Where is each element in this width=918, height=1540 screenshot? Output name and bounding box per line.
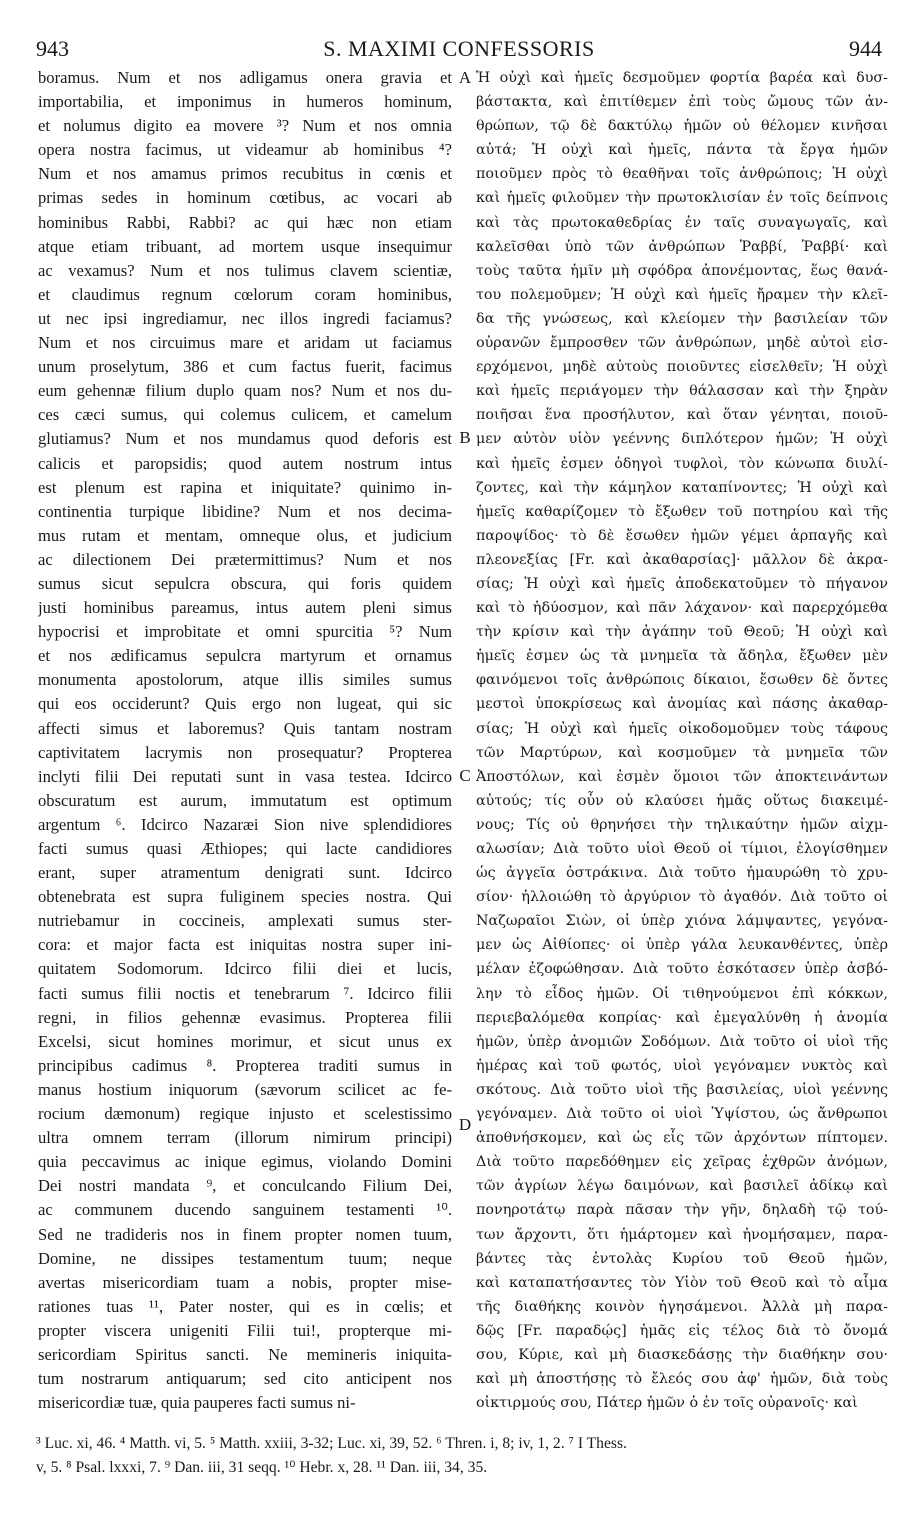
greek-text-line: ἡμῶν, ὑπὲρ ἀνομιῶν Σοδόμων. Διὰ τοῦτο οἱ υἱοὶ τῆς <box>476 1033 888 1050</box>
greek-text-line: καὶ ἡμεῖς ἐσμεν ὁδηγοὶ τυφλοὶ, τὸν κώνωπα διυλί- <box>476 455 888 472</box>
latin-text-line: Excelsi, sicut homines morimur, et sicut unus ex <box>38 1031 452 1051</box>
greek-text-line: παροψίδος· τὸ δὲ ἔσωθεν ἡμῶν γέμει ἁρπαγῆς καὶ <box>476 527 888 544</box>
greek-text-line: πλεονεξίας [Fr. καὶ ἀκαθαρσίας]· μᾶλλον δὲ ἀκρα- <box>476 551 888 568</box>
greek-text-line: γεγόναμεν. Διὰ τοῦτο οἱ υἱοὶ Ὑψίστου, ὡς ἄνθρωποι <box>476 1106 888 1123</box>
latin-text-line: calicis et paropsidis; quod autem nostrum intus <box>38 453 452 473</box>
margin-marker-d: D <box>458 1115 472 1134</box>
footnotes <box>36 1432 882 1480</box>
margin-marker-a: A <box>458 68 472 87</box>
greek-text-line: λην τὸ εἶδος ἡμῶν. Οἱ τιθηνούμενοι ἐπὶ κόκκων, <box>476 985 888 1002</box>
latin-text-line: quitatem Sodomorum. Idcirco filii diei et lucis, <box>38 959 452 979</box>
greek-text-line: μέλαν ἐζοφώθησαν. Διὰ τοῦτο ἐσκότασεν ὑπὲρ ἀσβό- <box>476 961 888 978</box>
greek-text-line: δῷς [Fr. παραδῴς] ἡμᾶς εἰς τέλος διὰ τὸ ὄνομά <box>476 1322 888 1339</box>
greek-text-line: μεστοὶ ὑποκρίσεως καὶ ἀνομίας καὶ πάσης ἀκαθαρ- <box>476 696 888 713</box>
latin-text-line: glutiamus? Num et nos mundamus quod deforis est <box>38 429 452 449</box>
greek-text-line: ἡμεῖς καθαρίζομεν τὸ ἔξωθεν τοῦ ποτηρίου καὶ τῆς <box>476 503 888 520</box>
greek-text-line: ποιοῦμεν πρὸς τὸ θεαθῆναι τοῖς ἀνθρώποις; Ἡ οὐχὶ <box>476 166 888 183</box>
latin-text-line: et claudimus regnum cœlorum coram hominibus, <box>38 284 452 304</box>
greek-text-line: καὶ καταπατήσαντες τὸν Υἱὸν τοῦ Θεοῦ καὶ τὸ αἷμα <box>476 1274 888 1291</box>
latin-text-line: ultra omnem terram (illorum nimirum principi) <box>38 1128 452 1148</box>
latin-text-line: regni, in filios gehennæ evasimus. Propterea filii <box>38 1007 452 1027</box>
greek-text-line: τῶν Μαρτύρων, καὶ κοσμοῦμεν τὰ μνημεῖα τῶν <box>476 744 888 761</box>
latin-text-line: Num et nos circuimus mare et aridam ut faciamus <box>38 333 452 353</box>
latin-text-line: misericordiæ tuæ, quia pauperes facti sumus ni- <box>38 1393 356 1413</box>
latin-text-line: Domine, ne dissipes testamentum tuum; neque <box>38 1248 452 1268</box>
latin-text-line: ces cæci sumus, qui colemus culicem, et camelum <box>38 405 452 425</box>
greek-text-line: ὡς ἀγγεῖα ὀστράκινα. Διὰ τοῦτο ἠμαυρώθη τὸ χρυ- <box>476 865 888 882</box>
greek-text-line: καὶ τὸ ἡδύοσμον, καὶ πᾶν λάχανον· καὶ παρερχόμεθα <box>476 600 888 617</box>
latin-text-line: boramus. Num et nos adligamus onera gravia et <box>38 68 452 87</box>
latin-text-line: monumenta apostolorum, atque illis similes sumus <box>38 670 452 690</box>
greek-text-line: Ναζωραῖοι Σιὼν, οἱ ὑπὲρ χιόνα λάμψαντες, γεγόνα- <box>476 913 888 930</box>
latin-text-line: inclyti filii Dei reputati sunt in vasa testea. Idcirco <box>38 766 452 786</box>
footnote-line: ³ Luc. xi, 46. ⁴ Matth. vi, 5. ⁵ Matth. xxiii, 3-32; Luc. xi, 39, 52. ⁶ Thren. i, 8; iv, 1, 2. ⁷ I Thess. <box>36 1435 627 1452</box>
greek-text-line: σκότους. Διὰ τοῦτο υἱοὶ τῆς βασιλείας, υἱοὶ γεέννης <box>476 1081 888 1098</box>
greek-text-line: ερχόμενοι, μηδὲ αὐτοὺς ποιοῦντες εἰσελθεῖν; Ἡ οὐχὶ <box>476 359 888 376</box>
latin-text-line: hypocrisi et improbitate et omni spurcitia ⁵? Num <box>38 622 452 642</box>
latin-text-line: principibus cadimus ⁸. Propterea traditi sumus in <box>38 1055 452 1075</box>
greek-text-line: τοὺς ταῦτα ἡμῖν μὴ σφόδρα ἀπονέμοντας, ἕως θανά- <box>476 262 888 279</box>
latin-text-line: et nolumus digito ea movere ³? Num et nos omnia <box>38 116 452 136</box>
running-title: S. MAXIMI CONFESSORIS <box>323 36 595 61</box>
greek-text-line: ἡμεῖς ἐσμεν ὡς τὰ μνημεῖα τὰ ἄδηλα, ἔξωθεν μὲν <box>476 648 888 665</box>
greek-text-line: οἰκτιρμούς σου, Πάτερ ἡμῶν ὁ ἐν τοῖς οὐρανοῖς· καὶ <box>476 1395 858 1412</box>
latin-text-line: unum proselytum, 386 et cum factus fuerit, facimus <box>38 357 452 377</box>
latin-text-line: facti sumus quasi Æthiopes; qui lacte candidiores <box>38 839 452 858</box>
latin-text-line: Sed ne tradideris nos in finem propter nomen tuum, <box>38 1224 452 1244</box>
greek-text-line: θρώπων, τῷ δὲ δακτύλῳ ἡμῶν οὐ θέλομεν κινῆσαι <box>476 118 888 135</box>
greek-column <box>476 66 888 1415</box>
latin-text-line: argentum ⁶. Idcirco Nazaræi Sion nive splendidiores <box>38 814 452 834</box>
greek-text-line: ἡμέρας καὶ τοῦ φωτός, υἱοὶ γεγόναμεν νυκτὸς καὶ <box>476 1057 888 1074</box>
greek-text-line: ἀποθνήσκομεν, καὶ ὡς εἷς τῶν ἀρχόντων πίπτομεν. <box>476 1130 888 1147</box>
greek-text-line: τὴν κρίσιν καὶ τὴν ἀγάπην τοῦ Θεοῦ; Ἡ οὐχὶ καὶ <box>476 624 888 641</box>
latin-column <box>38 66 452 1415</box>
latin-text-line: Dei nostri mandata ⁹, et conculcando Filium Dei, <box>38 1176 452 1196</box>
greek-text-line: καὶ ἡμεῖς περιάγομεν τὴν θάλασσαν καὶ τὴν ξηρὰν <box>476 383 888 400</box>
greek-text-line: αὐτά; Ἡ οὐχὶ καὶ ἡμεῖς, πάντα τὰ ἔργα ἡμῶν <box>476 142 888 159</box>
latin-text-line: sumus sicut sepulcra obscura, qui foris quidem <box>38 573 452 593</box>
greek-text-line: καὶ μὴ ἀποστήσῃς τὸ ἔλεός σου ἀφ' ἡμῶν, διὰ τοὺς <box>476 1371 888 1388</box>
greek-text-line: μεν ὡς Αἰθίοπες· οἱ ὑπὲρ γάλα λευκανθέντες, ὑπὲρ <box>476 937 888 954</box>
latin-text-line: justi hominibus pareamus, intus autem pleni simus <box>38 598 452 618</box>
greek-text-line: Διὰ τοῦτο παρεδόθημεν εἰς χεῖρας ἐχθρῶν ἀνόμων, <box>476 1154 888 1171</box>
latin-text-line: facti sumus filii noctis et tenebrarum ⁷. Idcirco filii <box>38 983 452 1003</box>
greek-text-line: φαινόμενοι τοῖς ἀνθρώποις δίκαιοι, ἔσωθεν δὲ ὄντες <box>476 672 888 689</box>
latin-text-line: tum nostrarum antiquarum; sed cito anticipent nos <box>38 1369 452 1389</box>
latin-text-line: primas sedes in hominum cœtibus, ac vocari ab <box>38 188 452 208</box>
latin-text-line: mus rutam et mentam, omneque olus, et judicium <box>38 525 452 545</box>
latin-text-line: avertas misericordiam tuam a nobis, propter mise- <box>38 1272 452 1292</box>
footnote-line: v, 5. ⁸ Psal. lxxxi, 7. ⁹ Dan. iii, 31 seqq. ¹⁰ Hebr. x, 28. ¹¹ Dan. iii, 34, 35. <box>36 1459 488 1476</box>
greek-text-line: τῆς διαθήκης κοινὸν ἡγησάμενοι. Ἀλλὰ μὴ παρα- <box>476 1298 888 1315</box>
greek-text-line: αλωσίαν; Διὰ τοῦτο υἱοὶ Θεοῦ οἱ τίμιοι, ἐλογίσθημεν <box>476 841 888 857</box>
latin-text-line: ut nec ipsi ingrediamur, nec illos ingredi faciamus? <box>38 308 452 328</box>
greek-text-line: ποιῆσαι ἕνα προσήλυτον, καὶ ὅταν γένηται, ποιοῦ- <box>476 407 888 424</box>
latin-text-line: qui eos occiderunt? Quis ergo non lugeat, qui sic <box>38 694 452 714</box>
latin-text-line: manus hostium iniquorum (sævorum scilicet ac fe- <box>38 1079 452 1099</box>
greek-text-line: σίας; Ἡ οὐχὶ καὶ ἡμεῖς οἰκοδομοῦμεν τοὺς τάφους <box>476 720 888 737</box>
greek-text-line: νους; Τίς οὐ θρηνήσει τὴν τηλικαύτην ἡμῶν αἰχμ- <box>476 816 888 833</box>
latin-text-line: rationes tuas ¹¹, Pater noster, qui es in cœlis; et <box>38 1296 452 1316</box>
greek-text-line: βάντες τὰς ἐντολὰς Κυρίου τοῦ Θεοῦ ἡμῶν, <box>476 1250 888 1267</box>
greek-text-line: σίον· ἠλλοιώθη τὸ ἀργύριον τὸ ἀγαθόν. Διὰ τοῦτο οἱ <box>476 889 888 906</box>
greek-text-line: σίας; Ἡ οὐχὶ καὶ ἡμεῖς ἀποδεκατοῦμεν τὸ πήγανον <box>476 575 888 592</box>
latin-text-line: propter viscera unigeniti Filii tui!, propterque mi- <box>38 1320 452 1340</box>
greek-text-line: αὐτούς; τίς οὖν οὐ κλαύσει ἡμᾶς οὕτως διακειμέ- <box>476 792 888 809</box>
greek-text-line: των ἄρχοντι, ὅτι ἡμάρτομεν καὶ ἠνομήσαμεν, παρα- <box>476 1226 888 1243</box>
latin-text-line: importabilia, et imponimus in humeros hominum, <box>38 92 452 112</box>
greek-text-line: καὶ τὰς πρωτοκαθεδρίας ἐν ταῖς συναγωγαῖς, καὶ <box>476 214 888 231</box>
latin-text-line: obtenebrata est supra fuliginem species nostra. Qui <box>38 887 452 907</box>
greek-text-line: καλεῖσθαι ὑπὸ τῶν ἀνθρώπων Ῥαββί, Ῥαββί· καὶ <box>476 238 888 255</box>
greek-text-line: δα τῆς γνώσεως, καὶ κλείομεν τὴν βασιλείαν τῶν <box>476 310 888 327</box>
margin-marker-c: C <box>459 766 471 785</box>
greek-text-line: Ἀποστόλων, καὶ ἐσμὲν ὅμοιοι τῶν ἀποκτεινάντων <box>476 768 888 785</box>
greek-text-line: οὐρανῶν ἔμπροσθεν τῶν ἀνθρώπων, μηδὲ αὐτοὶ εἰσ- <box>476 335 888 352</box>
page-number-left: 943 <box>36 36 69 61</box>
latin-text-line: hominibus Rabbi, Rabbi? ac qui hæc non etiam <box>38 212 452 232</box>
greek-text-line: Ἡ οὐχὶ καὶ ἡμεῖς δεσμοῦμεν φορτία βαρέα καὶ δυσ- <box>476 70 888 86</box>
latin-text-line: cora: et major facta est iniquitas nostra super ini- <box>38 935 452 955</box>
greek-text-line: καὶ ἡμεῖς φιλοῦμεν τὴν πρωτοκλισίαν ἐν τοῖς δείπνοις <box>476 190 888 207</box>
latin-text-line: rocium dæmonum) regique injusto et scelestissimo <box>38 1104 452 1124</box>
greek-text-line: βάστακτα, καὶ ἐπιτίθεμεν ἐπὶ τοὺς ὤμους τῶν ἀν- <box>476 94 888 111</box>
latin-text-line: ac communem ducendo sanguinem testamenti ¹⁰. <box>38 1200 452 1220</box>
running-header <box>36 34 882 64</box>
latin-text-line: eum gehennæ filium duplo quam nos? Num et nos du- <box>38 381 452 401</box>
latin-text-line: ac dilectionem Dei prætermittimus? Num et nos <box>38 549 452 569</box>
greek-text-line: του πολεμοῦμεν; Ἡ οὐχὶ καὶ ἡμεῖς ἤραμεν τὴν κλεῖ- <box>476 286 888 303</box>
latin-text-line: et nos ædificamus sepulcra martyrum et ornamus <box>38 646 452 666</box>
greek-text-line: ζοντες, καὶ τὴν κάμηλον καταπίνοντες; Ἡ οὐχὶ καὶ <box>476 479 888 496</box>
latin-text-line: Num et nos amamus primos recubitus in cœnis et <box>38 164 452 184</box>
greek-text-line: περιεβαλόμεθα κοπρίας· καὶ ἐμεγαλύνθη ἡ ἀνομία <box>476 1009 888 1026</box>
margin-marker-b: B <box>459 428 471 447</box>
latin-text-line: ac vexamus? Num et nos tulimus clavem scientiæ, <box>38 260 452 280</box>
latin-text-line: captivitatem lacrymis non prosequatur? Propterea <box>38 742 452 762</box>
greek-text-line: τῶν ἀγρίων λέγω δαιμόνων, καὶ βασιλεῖ ἀδίκῳ καὶ <box>476 1178 888 1195</box>
latin-text-line: obscuratum est aurum, immutatum est optimum <box>38 790 452 810</box>
page-number-right: 944 <box>849 36 882 61</box>
latin-text-line: opera nostra facimus, ut videamur ab hominibus ⁴? <box>38 140 452 160</box>
latin-text-line: sericordiam Spiritus sancti. Ne memineris iniquita- <box>38 1344 452 1364</box>
latin-text-line: affecti simus et laboremus? Quis tantam nostram <box>38 718 452 738</box>
greek-text-line: σου, Κύριε, καὶ μὴ διασκεδάσῃς τὴν διαθήκην σου· <box>476 1346 888 1363</box>
latin-text-line: nutriebamur in coccineis, amplexati sumus ster- <box>38 911 452 931</box>
latin-text-line: erant, super atramentum denigrati sunt. Idcirco <box>38 863 452 883</box>
greek-text-line: πονηροτάτῳ παρὰ πᾶσαν τὴν γῆν, δηλαδὴ τῷ τού- <box>476 1202 888 1219</box>
latin-text-line: atque etiam tribuant, ad mortem usque insequimur <box>38 236 452 256</box>
latin-text-line: quia peccavimus ac inique egimus, violando Domini <box>38 1152 452 1172</box>
greek-text-line: μεν αὐτὸν υἱὸν γεέννης διπλότερον ἡμῶν; Ἡ οὐχὶ <box>476 431 888 448</box>
latin-text-line: continentia turpique libidine? Num et nos decima- <box>38 501 452 521</box>
latin-text-line: est plenum est rapina et iniquitate? quinimo in- <box>38 477 452 497</box>
